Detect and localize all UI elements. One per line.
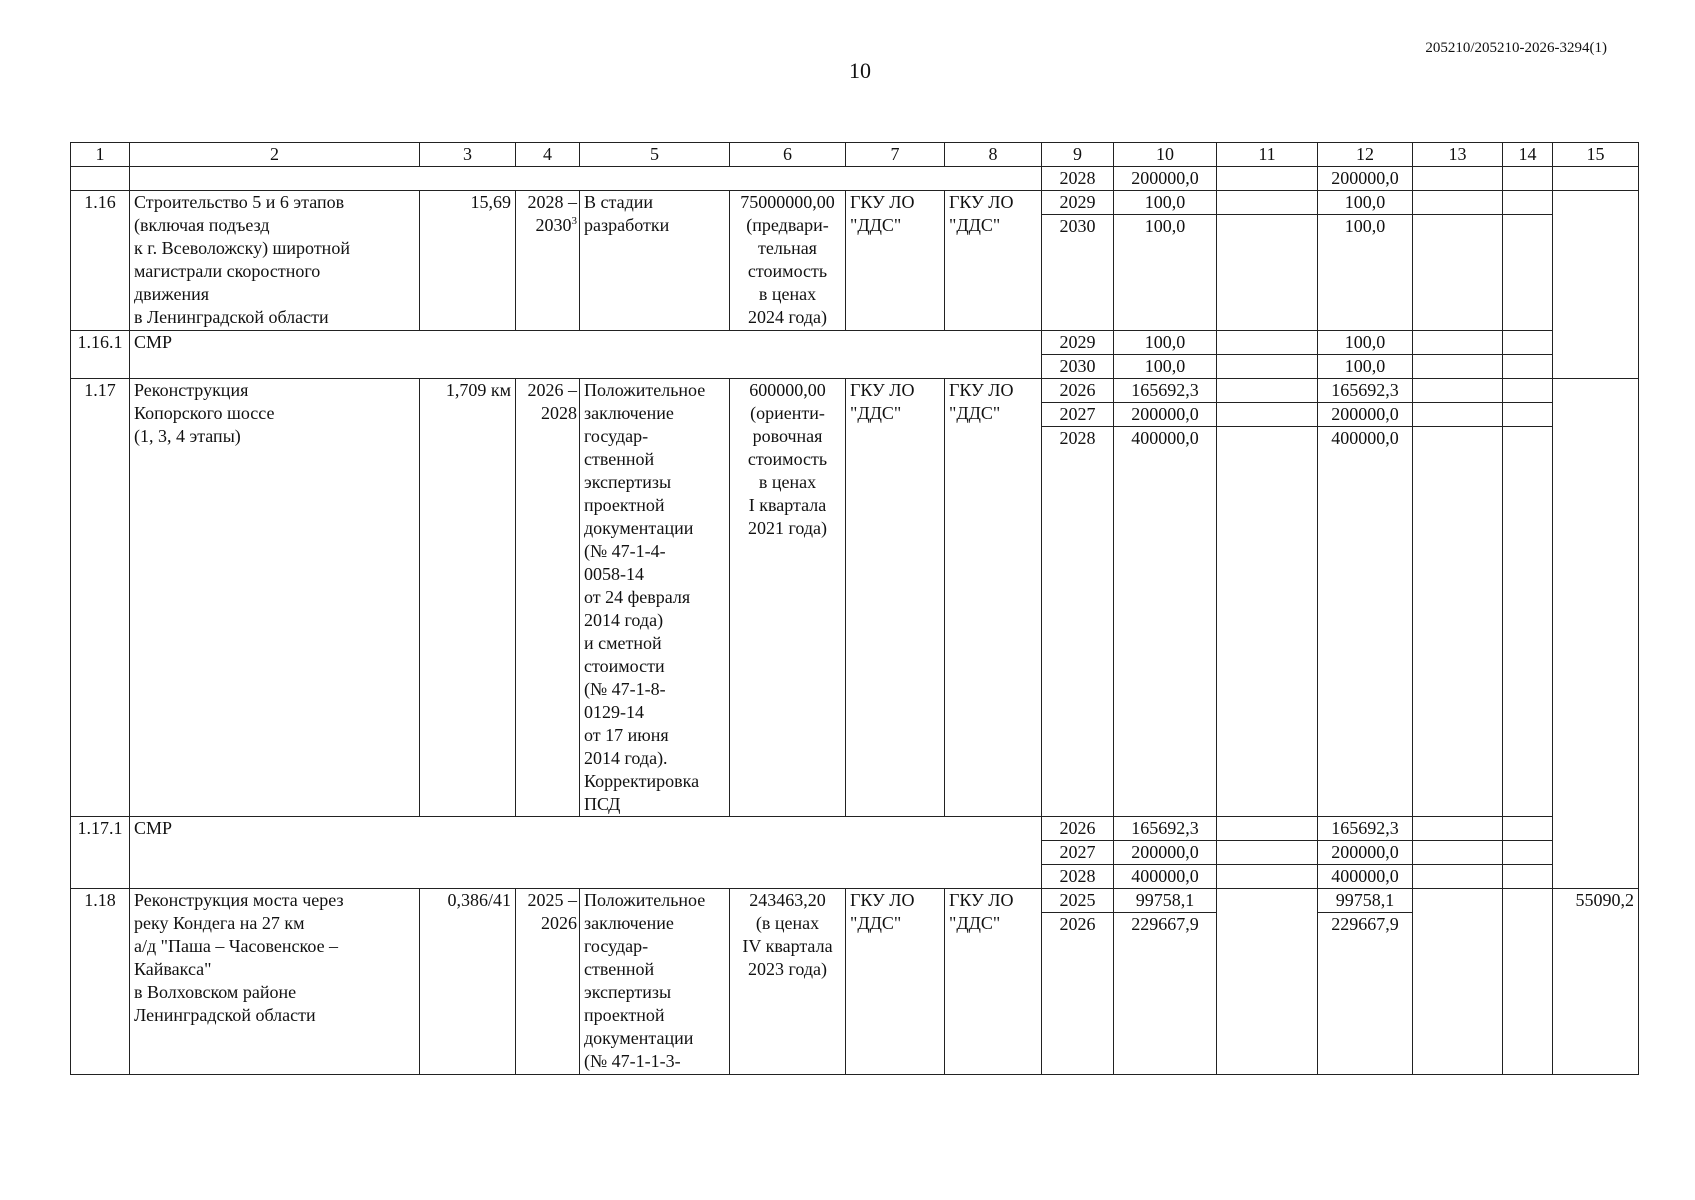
object-name: Строительство 5 и 6 этапов (включая подъезд к г. Всеволожску) широтной магистрали скоростного движения в Ленинградской области (130, 191, 420, 331)
value-cell: 229667,9 (1114, 913, 1217, 1075)
year-cell: 2028 (1042, 427, 1114, 817)
table-row (71, 331, 1639, 355)
value-cell: 99758,1 (1318, 889, 1413, 913)
value-cell: 165692,3 (1318, 379, 1413, 403)
value-cell: 55090,2 (1553, 889, 1639, 1075)
value-cell: 200000,0 (1318, 167, 1413, 191)
object-name: Реконструкция моста через реку Кондега на 27 км а/д "Паша – Часовенское – Кайвакса" в Волховском районе Ленинградской области (130, 889, 420, 1075)
value-cell: 200000,0 (1114, 403, 1217, 427)
document-id: 205210/205210-2026-3294(1) (1425, 40, 1607, 56)
status-cell: В стадии разработки (580, 191, 730, 331)
header-cell: 2 (130, 143, 420, 167)
value-cell: 100,0 (1318, 191, 1413, 215)
work-type-label: СМР (130, 817, 1042, 889)
header-cell: 9 (1042, 143, 1114, 167)
row-number: 1.16 (71, 191, 130, 331)
year-cell: 2030 (1042, 355, 1114, 379)
period-cell: 2026 – 2028 (516, 379, 580, 817)
header-cell: 4 (516, 143, 580, 167)
column-number-row (71, 143, 1639, 167)
value-cell: 99758,1 (1114, 889, 1217, 913)
period-cell: 2028 – 2030$^3$ (516, 191, 580, 331)
row-number: 1.18 (71, 889, 130, 1075)
value-cell: 165692,3 (1318, 817, 1413, 841)
header-cell: 8 (945, 143, 1042, 167)
value-cell: 400000,0 (1318, 865, 1413, 889)
cost-cell: 243463,20 (в ценах IV квартала 2023 года) (730, 889, 846, 1075)
year-cell: 2028 (1042, 167, 1114, 191)
year-cell: 2026 (1042, 913, 1114, 1075)
page-number: 10 (849, 58, 871, 83)
year-cell: 2030 (1042, 215, 1114, 331)
developer-cell: ГКУ ЛО "ДДС" (945, 379, 1042, 817)
status-cell: Положительное заключение государ- ственной экспертизы проектной документации (№ 47-1-4- 0058-14 от 24 февраля 2014 года) и сметной стоимости (№ 47-1-8- 0129-14 от 17 июня 2014 года). Корректировка ПСД (580, 379, 730, 817)
table-row (71, 167, 1639, 191)
header-cell: 11 (1217, 143, 1318, 167)
year-cell: 2027 (1042, 841, 1114, 865)
year-cell: 2028 (1042, 865, 1114, 889)
year-cell: 2025 (1042, 889, 1114, 913)
row-number: 1.17.1 (71, 817, 130, 889)
length-cell: 1,709 км (420, 379, 516, 817)
value-cell: 200000,0 (1114, 167, 1217, 191)
value-cell: 229667,9 (1318, 913, 1413, 1075)
header-cell: 5 (580, 143, 730, 167)
row-number: 1.16.1 (71, 331, 130, 379)
value-cell: 100,0 (1318, 331, 1413, 355)
year-cell: 2026 (1042, 817, 1114, 841)
header-cell: 13 (1413, 143, 1503, 167)
value-cell: 100,0 (1114, 331, 1217, 355)
table-row (71, 817, 1639, 841)
value-cell: 165692,3 (1114, 817, 1217, 841)
work-type-label: СМР (130, 331, 1042, 379)
row-number: 1.17 (71, 379, 130, 817)
value-cell: 400000,0 (1318, 427, 1413, 817)
table-row (71, 191, 1639, 215)
header-cell: 3 (420, 143, 516, 167)
value-cell: 100,0 (1114, 215, 1217, 331)
developer-cell: ГКУ ЛО "ДДС" (945, 889, 1042, 1075)
year-cell: 2029 (1042, 191, 1114, 215)
status-cell: Положительное заключение государ- ственной экспертизы проектной документации (№ 47-1-1-3- (580, 889, 730, 1075)
customer-cell: ГКУ ЛО "ДДС" (846, 889, 945, 1075)
developer-cell: ГКУ ЛО "ДДС" (945, 191, 1042, 331)
length-cell: 0,386/41 (420, 889, 516, 1075)
header-cell: 14 (1503, 143, 1553, 167)
value-cell: 100,0 (1114, 191, 1217, 215)
year-cell: 2026 (1042, 379, 1114, 403)
length-cell: 15,69 (420, 191, 516, 331)
header-cell: 7 (846, 143, 945, 167)
customer-cell: ГКУ ЛО "ДДС" (846, 379, 945, 817)
header-cell: 10 (1114, 143, 1217, 167)
cost-cell: 75000000,00 (предвари- тельная стоимость в ценах 2024 года) (730, 191, 846, 331)
object-name: Реконструкция Копорского шоссе (1, 3, 4 этапы) (130, 379, 420, 817)
value-cell: 100,0 (1114, 355, 1217, 379)
header-cell: 15 (1553, 143, 1639, 167)
period-cell: 2025 – 2026 (516, 889, 580, 1075)
value-cell: 100,0 (1318, 215, 1413, 331)
header-cell: 12 (1318, 143, 1413, 167)
value-cell: 200000,0 (1114, 841, 1217, 865)
value-cell: 200000,0 (1318, 841, 1413, 865)
value-cell: 400000,0 (1114, 865, 1217, 889)
header-cell: 1 (71, 143, 130, 167)
table-row (71, 889, 1639, 913)
value-cell: 100,0 (1318, 355, 1413, 379)
value-cell: 165692,3 (1114, 379, 1217, 403)
investment-table (70, 142, 1639, 1075)
value-cell: 200000,0 (1318, 403, 1413, 427)
year-cell: 2027 (1042, 403, 1114, 427)
cost-cell: 600000,00 (ориенти- ровочная стоимость в ценах I квартала 2021 года) (730, 379, 846, 817)
header-cell: 6 (730, 143, 846, 167)
year-cell: 2029 (1042, 331, 1114, 355)
customer-cell: ГКУ ЛО "ДДС" (846, 191, 945, 331)
table-row (71, 379, 1639, 403)
value-cell: 400000,0 (1114, 427, 1217, 817)
